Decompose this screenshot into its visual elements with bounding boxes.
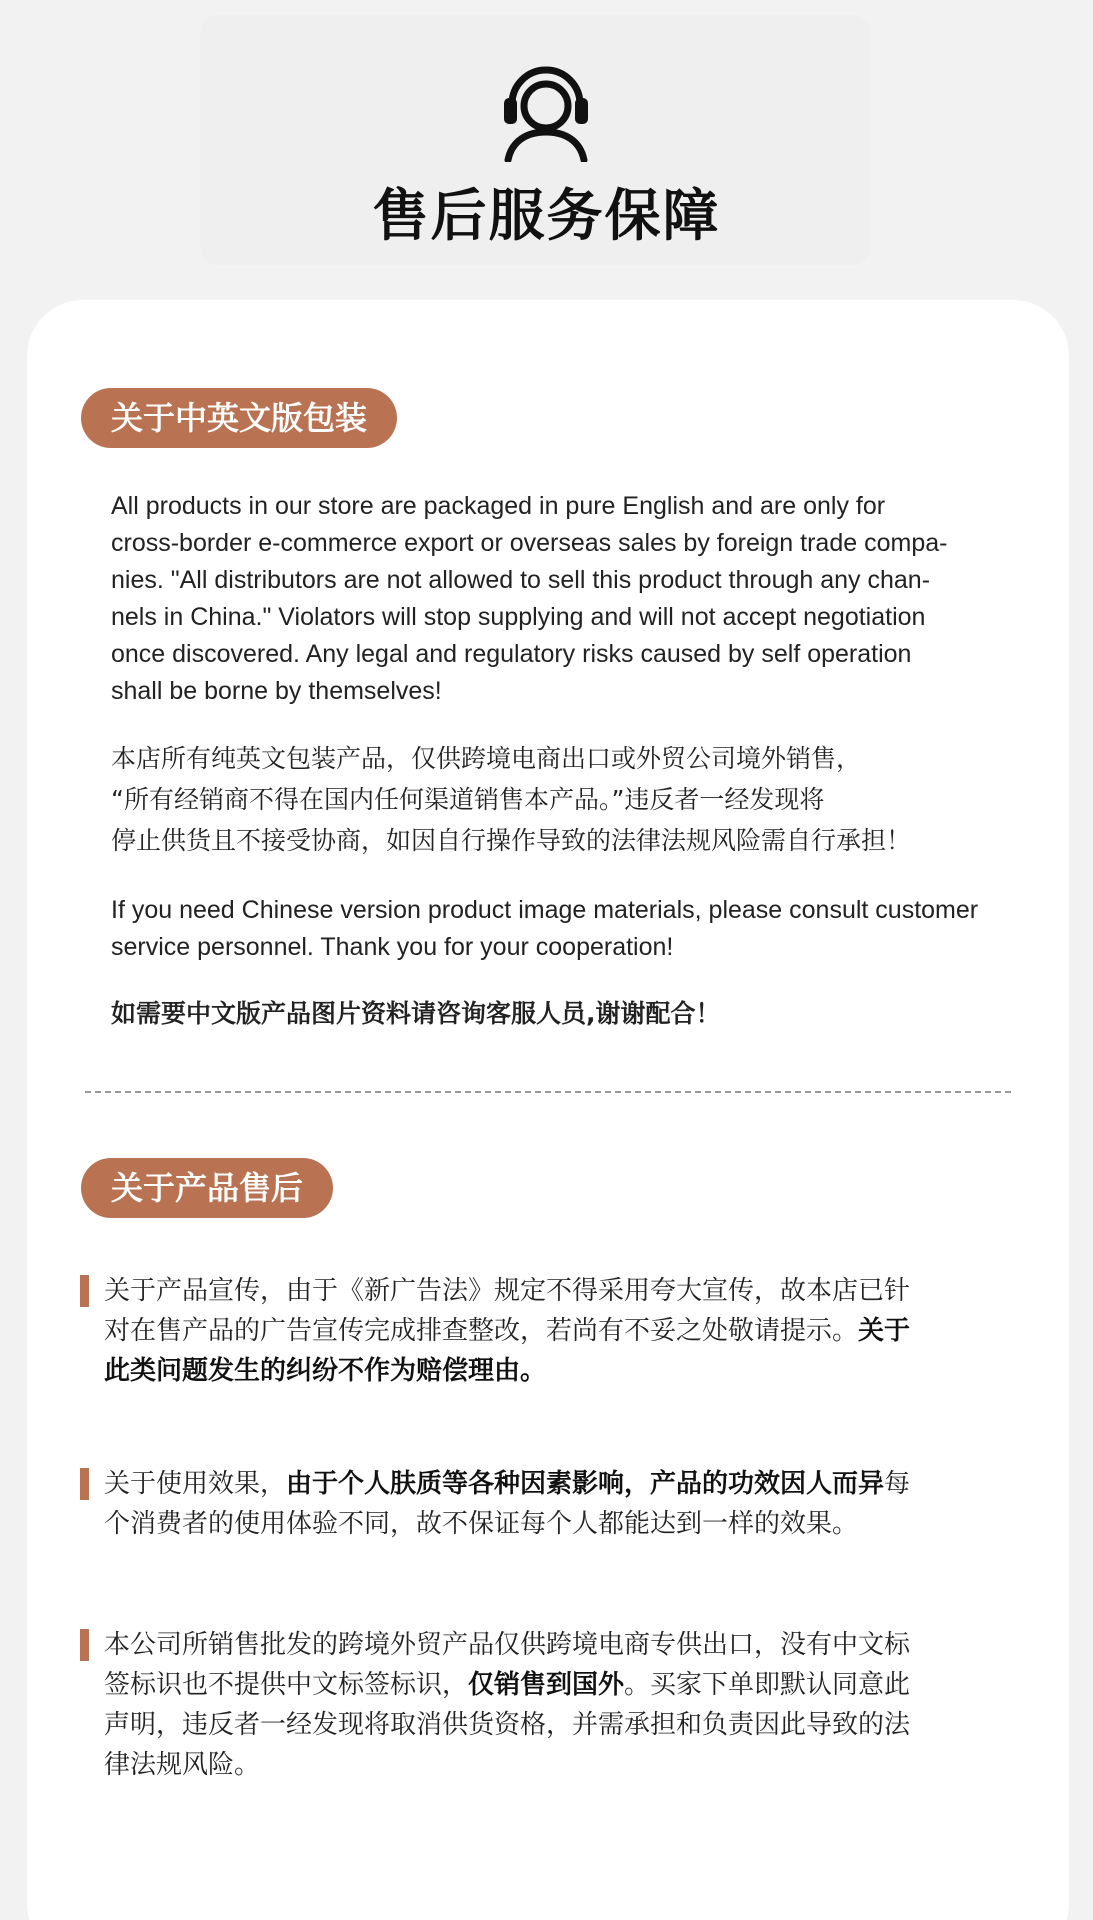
- text-line: [104, 1745, 1020, 1785]
- text-line: 本店所有纯英文包装产品，仅供跨境电商出口或外贸公司境外销售，: [111, 744, 862, 773]
- item-text: [104, 1271, 1020, 1391]
- item-marker: [80, 1629, 89, 1661]
- section-title-packaging: 关于中英文版包装: [81, 388, 397, 448]
- text-line: [104, 1351, 1020, 1391]
- text-line: [104, 1665, 1020, 1705]
- text-line: shall be borne by themselves!: [111, 677, 442, 705]
- item-marker: [80, 1275, 89, 1307]
- body-text: 律法规风险。: [104, 1750, 261, 1780]
- text-line: [104, 1625, 1020, 1665]
- text-line: nies. "All distributors are not allowed to sell this product through any chan-: [111, 566, 931, 594]
- text-line: [104, 1504, 1020, 1544]
- item-text: [104, 1464, 1020, 1544]
- item-marker: [80, 1468, 89, 1500]
- body-text: 关于产品宣传，由于《新广告法》规定不得采用夸大宣传，故本店已针: [104, 1276, 911, 1306]
- section-title-after-sales: 关于产品售后: [81, 1158, 333, 1218]
- body-text: 本公司所销售批发的跨境外贸产品仅供跨境电商专供出口，没有中文标: [104, 1630, 911, 1660]
- contact-chinese-paragraph: 如需要中文版产品图片资料请咨询客服人员,谢谢配合！: [111, 999, 721, 1028]
- contact-english-paragraph: [111, 892, 1031, 966]
- emphasis-text: 此类问题发生的纠纷不作为赔偿理由。: [104, 1356, 547, 1386]
- text-line: 停止供货且不接受协商，如因自行操作导致的法律法规风险需自行承担！: [111, 826, 912, 855]
- text-line: “所有经销商不得在国内任何渠道销售本产品。”违反者一经发现将: [111, 785, 825, 814]
- body-text: 个消费者的使用体验不同，故不保证每个人都能达到一样的效果。: [104, 1509, 859, 1539]
- packaging-english-paragraph: [111, 488, 1031, 710]
- body-text: 关于使用效果，: [104, 1469, 287, 1499]
- body-text: 签标识也不提供中文标签标识，: [104, 1670, 469, 1700]
- text-line: cross-border e-commerce export or overseas sales by foreign trade compa-: [111, 529, 948, 557]
- text-line: [104, 1311, 1020, 1351]
- text-line: once discovered. Any legal and regulatory risks caused by self operation: [111, 640, 912, 668]
- body-text: 。买家下单即默认同意此: [624, 1670, 911, 1700]
- body-text: 每: [884, 1469, 911, 1499]
- text-line: [104, 1271, 1020, 1311]
- customer-service-headset-icon: [498, 62, 594, 162]
- packaging-chinese-paragraph: [111, 738, 1031, 861]
- emphasis-text: 关于: [858, 1316, 911, 1346]
- body-text: 声明，违反者一经发现将取消供货资格，并需承担和负责因此导致的法: [104, 1710, 911, 1740]
- section-divider: [85, 1091, 1011, 1093]
- emphasis-text: 由于个人肤质等各种因素影响，产品的功效因人而异: [286, 1469, 885, 1499]
- page-title: 售后服务保障: [372, 184, 721, 249]
- body-text: 对在售产品的广告宣传完成排查整改，若尚有不妥之处敬请提示。: [104, 1316, 859, 1346]
- text-line: All products in our store are packaged in pure English and are only for: [111, 492, 886, 520]
- item-text: [104, 1625, 1020, 1785]
- text-line: nels in China." Violators will stop supplying and will not accept negotiation: [111, 603, 926, 631]
- text-line: [104, 1705, 1020, 1745]
- text-line: [104, 1464, 1020, 1504]
- text-line: If you need Chinese version product image materials, please consult customer: [111, 896, 979, 924]
- text-line: service personnel. Thank you for your cooperation!: [111, 933, 674, 961]
- emphasis-text: 仅销售到国外: [468, 1670, 625, 1700]
